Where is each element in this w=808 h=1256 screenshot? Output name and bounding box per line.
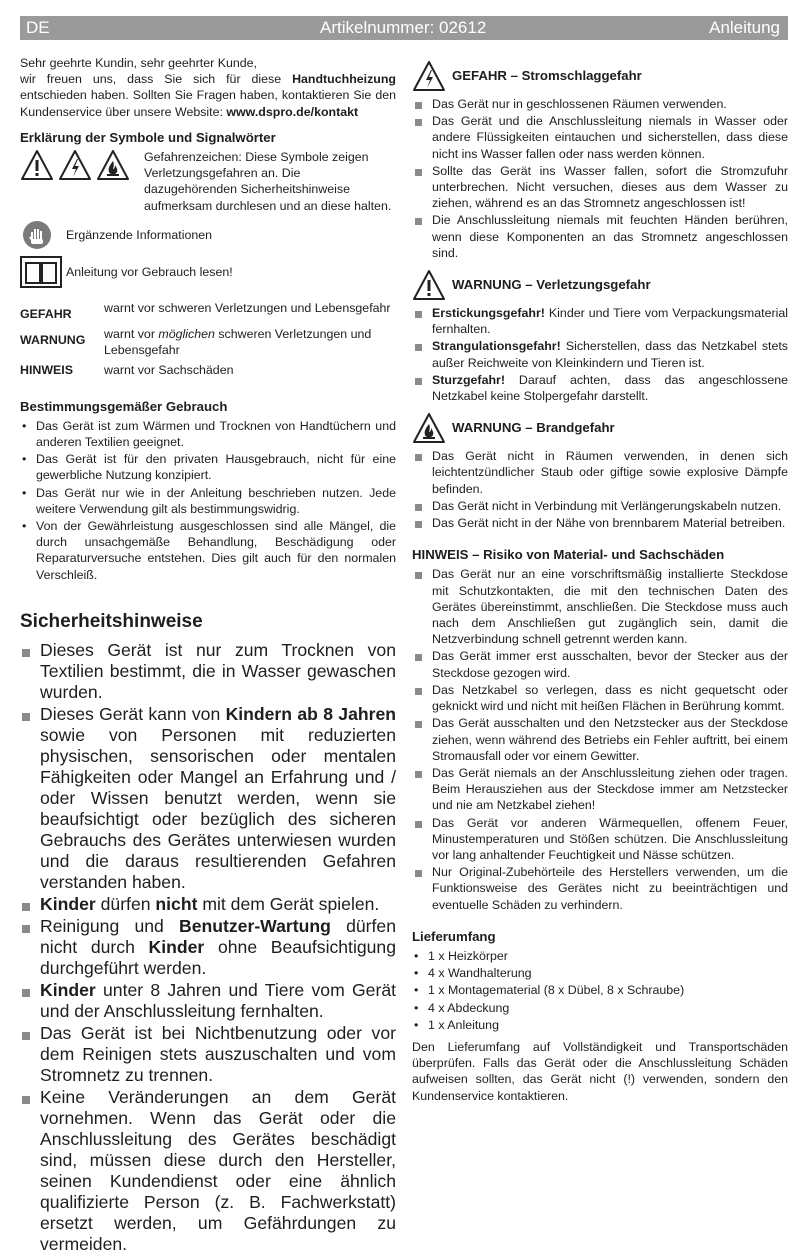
open-book-icon bbox=[20, 256, 62, 288]
page-header bbox=[20, 16, 788, 40]
list-item: Das Gerät ist bei Nichtbenutzung oder vor dem Reinigen stets auszuschalten und vom Stromnetz zu trennen. bbox=[20, 1023, 396, 1086]
signal-words bbox=[20, 300, 396, 379]
symbols-heading: Erklärung der Symbole und Signalwörter bbox=[20, 129, 276, 145]
list-item: Das Gerät immer erst ausschalten, bevor der Stecker aus der Steckdose gezogen wird. bbox=[412, 648, 788, 680]
list-item: • 1 x Heizkörper bbox=[412, 948, 788, 964]
list-item: • Das Gerät nur wie in der Anleitung beschrieben nutzen. Jede weitere Verwendung gilt als bestimmungswidrig. bbox=[20, 485, 396, 517]
list-item: Das Gerät und die Anschlussleitung niemals in Wasser oder andere Flüssigkeiten eintauchen und sicherstellen, dass diese nicht ins Wasser fallen oder nass werden können. bbox=[412, 113, 788, 162]
document-type: Anleitung bbox=[709, 18, 780, 37]
list-item: Das Netzkabel so verlegen, dass es nicht gequetscht oder geknickt wird und nicht mit heißen Flächen in Berührung kommt. bbox=[412, 682, 788, 714]
list-item: • Das Gerät ist für den privaten Hausgebrauch, nicht für eine gewerbliche Nutzung konzipiert. bbox=[20, 451, 396, 483]
list-item: Das Gerät niemals an der Anschlussleitung ziehen oder tragen. Beim Herausziehen aus der Steckdose immer am Netzstecker und nie am Netzkabel ziehen! bbox=[412, 765, 788, 814]
list-item: Das Gerät nicht in Verbindung mit Verlängerungskabeln nutzen. bbox=[412, 498, 788, 514]
notice-list bbox=[412, 566, 788, 912]
electric-heading: GEFAHR – Stromschlaggefahr bbox=[412, 60, 788, 92]
list-item: • 4 x Abdeckung bbox=[412, 1000, 788, 1016]
safety-section bbox=[20, 611, 396, 1255]
signal-warnung: WARNUNG warnt vor möglichen schweren Verletzungen und Lebensgefahr bbox=[20, 327, 372, 358]
list-item: • 1 x Montagematerial (8 x Dübel, 8 x Schraube) bbox=[412, 982, 788, 998]
greeting: Sehr geehrte Kundin, sehr geehrter Kunde, bbox=[20, 56, 257, 70]
language-code: DE bbox=[26, 18, 50, 37]
list-item: Das Gerät ausschalten und den Netzstecker aus der Steckdose ziehen, wenn während des Betriebs ein Fehler auftritt, bei einem Stromausfall oder vor einem Gewitter. bbox=[412, 715, 788, 764]
list-item: Das Gerät nur an eine vorschriftsmäßig installierte Steckdose mit Schutzkontakten, die mit den technischen Daten des Gerätes übereinstimmt, anschließen. Die Steckdose muss auch nach dem Anschließen gut zugänglich sein, damit die Netzverbindung schnell getrennt werden kann. bbox=[412, 566, 788, 647]
fire-heading: WARNUNG – Brandgefahr bbox=[412, 412, 788, 444]
list-item: • 4 x Wandhalterung bbox=[412, 965, 788, 981]
use-list bbox=[20, 418, 396, 583]
list-item: Sturzgefahr! Darauf achten, dass das angeschlossene Netzkabel keine Stolpergefahr darstellt. bbox=[412, 372, 788, 404]
signal-hinweis: HINWEIS warnt vor Sachschäden bbox=[20, 363, 234, 378]
list-item: Kinder dürfen nicht mit dem Gerät spielen. bbox=[20, 894, 396, 915]
intro-paragraph: wir freuen uns, dass Sie sich für diese Handtuchheizung entschieden haben. Sollten Sie Fragen haben, kontaktieren Sie den Kundenservice über unsere Website: www.dspro.de/kontakt bbox=[20, 72, 396, 119]
delivery-heading: Lieferumfang bbox=[412, 928, 496, 944]
info-hand-icon bbox=[20, 220, 54, 250]
manual-symbol-text: Anleitung vor Gebrauch lesen! bbox=[66, 264, 233, 279]
info-symbol-text: Ergänzende Informationen bbox=[66, 227, 213, 242]
list-item: Sollte das Gerät ins Wasser fallen, sofort die Stromzufuhr unterbrechen. Nicht versuchen, dieses aus dem Wasser zu ziehen, während es an das Stromnetz angeschlossen ist! bbox=[412, 163, 788, 212]
fire-warning-icon bbox=[96, 149, 130, 181]
danger-symbols-text: Gefahrenzeichen: Diese Symbole zeigen Verletzungsgefahren an. Die dazugehörenden Sicherheitshinweise aufmerksam durchlesen und an diese halten. bbox=[144, 150, 392, 213]
injury-list bbox=[412, 305, 788, 404]
list-item: • Das Gerät ist zum Wärmen und Trocknen von Handtüchern und anderen Textilien geeignet. bbox=[20, 418, 396, 450]
list-item: Das Gerät nur in geschlossenen Räumen verwenden. bbox=[412, 96, 788, 112]
list-item: Das Gerät vor anderen Wärmequellen, offenem Feuer, Minustemperaturen und Stößen schützen. Die Anschlussleitung vor lang anhaltender Feuchtigkeit und Nässe schützen. bbox=[412, 815, 788, 864]
list-item: Die Anschlussleitung niemals mit feuchten Händen berühren, wenn diese Komponenten an das Stromnetz angeschlossen sind. bbox=[412, 212, 788, 261]
list-item: Strangulationsgefahr! Sicherstellen, dass das Netzkabel stets außer Reichweite von Kleinkindern und Tieren ist. bbox=[412, 338, 788, 370]
list-item: Das Gerät nicht in Räumen verwenden, in denen sich leichtentzündlicher Staub oder giftige sowie explosive Dämpfe befinden. bbox=[412, 448, 788, 497]
support-url[interactable]: www.dspro.de/kontakt bbox=[226, 104, 359, 119]
list-item: Dieses Gerät kann von Kindern ab 8 Jahren sowie von Personen mit reduzierten physischen, sensorischen oder mentalen Fähigkeiten oder Mangel an Erfahrung und / oder Wissen benutzt werden, wenn sie beaufsichtigt oder bezüglich des sicheren Gebrauchs des Gerätes unterwiesen wurden und die daraus resultierenden Gefahren verstanden haben. bbox=[20, 704, 396, 893]
info-symbol-row bbox=[20, 220, 396, 250]
notice-heading: HINWEIS – Risiko von Material- und Sachschäden bbox=[412, 547, 725, 563]
list-item: Kinder unter 8 Jahren und Tiere vom Gerät und der Anschlussleitung fernhalten. bbox=[20, 980, 396, 1022]
electric-list bbox=[412, 96, 788, 261]
delivery-list bbox=[412, 948, 788, 1033]
list-item: Keine Veränderungen an dem Gerät vornehmen. Wenn das Gerät oder die Anschlussleitung des Gerätes beschädigt sind, müssen diese durch den Hersteller, seinen Kundendienst oder eine ähnlich qualifizierte Person (z. B. Fachwerkstatt) ersetzt werden, um Gefährdungen zu vermeiden. bbox=[20, 1087, 396, 1255]
list-item: • 1 x Anleitung bbox=[412, 1017, 788, 1033]
use-heading: Bestimmungsgemäßer Gebrauch bbox=[20, 398, 228, 414]
signal-gefahr: GEFAHR warnt vor schweren Verletzungen und Lebensgefahr bbox=[20, 300, 391, 321]
fire-list bbox=[412, 448, 788, 531]
electric-warning-icon bbox=[412, 60, 446, 92]
electric-warning-icon bbox=[58, 149, 92, 181]
list-item: Nur Original-Zubehörteile des Herstellers verwenden, um die Funktionsweise des Gerätes nicht zu beeinträchtigen und eventuelle Schäden zu verhindern. bbox=[412, 864, 788, 913]
right-column bbox=[412, 60, 788, 1104]
fire-warning-icon bbox=[412, 412, 446, 444]
manual-symbol-row bbox=[20, 256, 396, 288]
danger-symbols-row bbox=[20, 149, 396, 214]
exclamation-warning-icon bbox=[20, 149, 54, 181]
safety-heading: Sicherheitshinweise bbox=[20, 610, 203, 632]
exclamation-warning-icon bbox=[412, 269, 446, 301]
list-item: • Von der Gewährleistung ausgeschlossen sind alle Mängel, die durch unsachgemäße Behandlung, Beschädigung oder Reparaturversuche entstehen. Dies gilt auch für den normalen Verschleiß. bbox=[20, 518, 396, 583]
list-item: Dieses Gerät ist nur zum Trocknen von Textilien bestimmt, die in Wasser gewaschen wurden. bbox=[20, 640, 396, 703]
injury-heading: WARNUNG – Verletzungsgefahr bbox=[412, 269, 788, 301]
list-item: Das Gerät nicht in der Nähe von brennbarem Material betreiben. bbox=[412, 515, 788, 531]
list-item: Erstickungsgefahr! Kinder und Tiere vom Verpackungsmaterial fernhalten. bbox=[412, 305, 788, 337]
list-item: Reinigung und Benutzer-Wartung dürfen nicht durch Kinder ohne Beaufsichtigung durchgeführt werden. bbox=[20, 916, 396, 979]
left-column bbox=[20, 55, 396, 1256]
delivery-closing: Den Lieferumfang auf Vollständigkeit und Transportschäden überprüfen. Falls das Gerät oder die Anschlussleitung Schäden aufweisen sollten, das Gerät nicht (!) verwenden, sondern den Kundenservice kontaktieren. bbox=[412, 1039, 788, 1103]
article-number: Artikelnummer: 02612 bbox=[320, 18, 487, 37]
